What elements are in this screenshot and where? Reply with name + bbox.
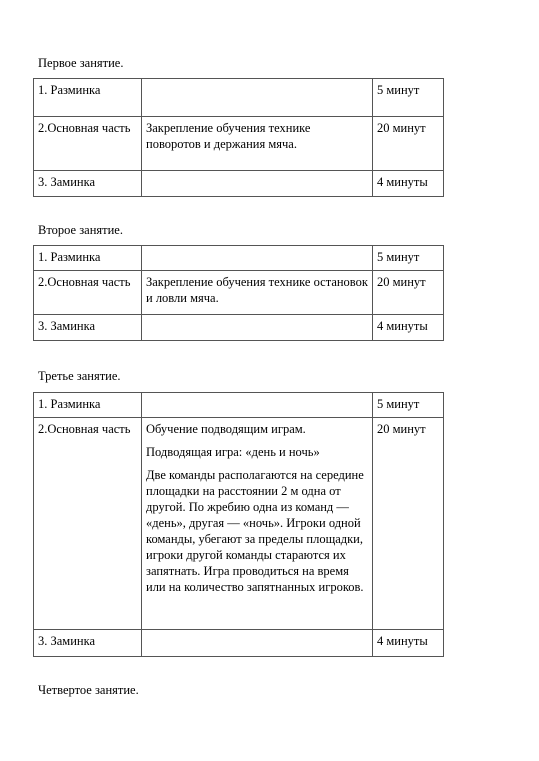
part-cell: 3. Заминка	[34, 171, 142, 197]
table-row	[34, 418, 444, 630]
part-cell: 2.Основная часть	[34, 271, 142, 315]
lesson-2-table	[33, 245, 444, 341]
content-paragraph: Две команды располагаются на середине площадки на расстоянии 2 м одна от другой. По жребию одна из команд — «день», другая — «ночь». Игроки одной команды, убегают за пределы площадки, игроки другой команды стараются их запятнать. Игра проводиться на время или на количество запятнанных игроков.	[146, 468, 364, 594]
table-row	[34, 79, 444, 117]
content-cell	[142, 79, 373, 117]
content-cell	[142, 171, 373, 197]
part-cell: 2.Основная часть	[34, 117, 142, 171]
content-paragraph: Подводящая игра: «день и ночь»	[146, 445, 320, 459]
lesson-4-title: Четвертое занятие.	[38, 683, 139, 697]
table-row	[34, 246, 444, 271]
time-cell: 4 минуты	[373, 171, 444, 197]
time-cell: 20 минут	[373, 271, 444, 315]
table-row	[34, 171, 444, 197]
part-cell: 3. Заминка	[34, 630, 142, 657]
content-cell	[142, 315, 373, 341]
part-cell: 1. Разминка	[34, 79, 142, 117]
content-cell	[142, 117, 373, 171]
time-cell: 5 минут	[373, 246, 444, 271]
table-row	[34, 271, 444, 315]
part-cell: 1. Разминка	[34, 246, 142, 271]
content-cell	[142, 246, 373, 271]
lesson-1-table	[33, 78, 444, 197]
table-row	[34, 630, 444, 657]
time-cell: 20 минут	[373, 418, 444, 630]
lesson-3-title: Третье занятие.	[38, 369, 121, 383]
lesson-2-title: Второе занятие.	[38, 223, 123, 237]
lesson-1-title: Первое занятие.	[38, 56, 124, 70]
time-cell: 4 минуты	[373, 315, 444, 341]
content-cell	[142, 630, 373, 657]
part-cell: 3. Заминка	[34, 315, 142, 341]
lesson-3-table	[33, 392, 444, 657]
table-row	[34, 315, 444, 341]
content-paragraph: Закрепление обучения технике поворотов и держания мяча.	[146, 121, 311, 151]
content-paragraph: Обучение подводящим играм.	[146, 422, 306, 436]
part-cell: 1. Разминка	[34, 393, 142, 418]
content-cell	[142, 271, 373, 315]
time-cell: 5 минут	[373, 393, 444, 418]
time-cell: 20 минут	[373, 117, 444, 171]
table-row	[34, 393, 444, 418]
table-row	[34, 117, 444, 171]
time-cell: 4 минуты	[373, 630, 444, 657]
content-cell	[142, 418, 373, 630]
time-cell: 5 минут	[373, 79, 444, 117]
part-cell: 2.Основная часть	[34, 418, 142, 630]
content-paragraph: Закрепление обучения технике остановок и ловли мяча.	[146, 275, 368, 305]
content-cell	[142, 393, 373, 418]
